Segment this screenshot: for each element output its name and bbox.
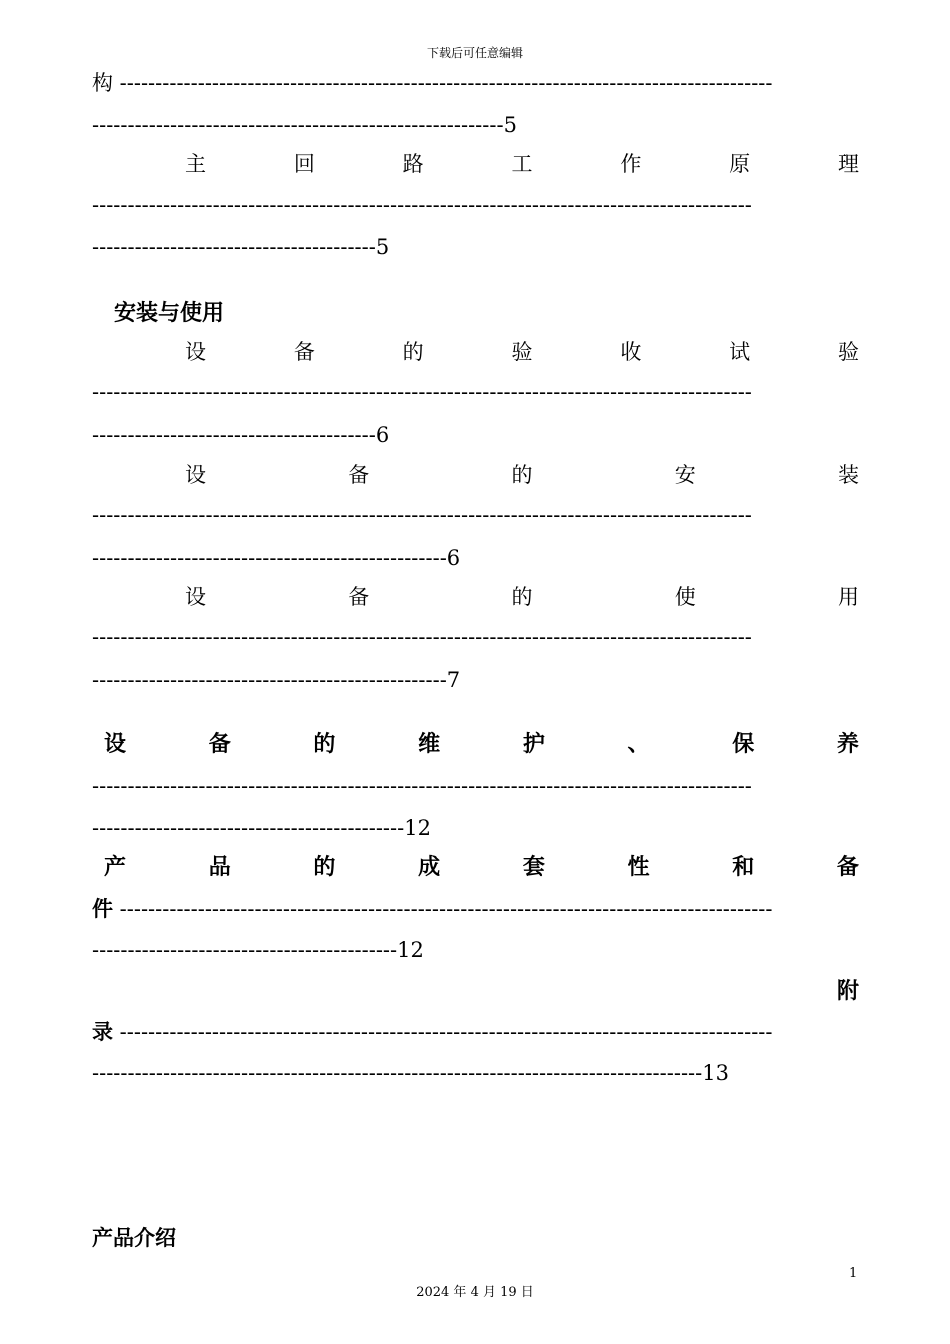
toc-char: 维 — [418, 731, 441, 757]
toc-entry-3-line3 — [92, 543, 460, 573]
toc-char: 备 — [348, 463, 370, 487]
toc-char: 设 — [185, 585, 206, 609]
toc-char: 安 — [674, 463, 696, 487]
toc-char: 、 — [627, 731, 650, 757]
toc-dash-leader: -------------------------------------------------- — [92, 668, 447, 692]
toc-entry-0-line2 — [92, 110, 517, 140]
toc-entry-3-page: 6 — [446, 546, 461, 570]
toc-dash-leader: -------------------------------------------------------------------------------------------- — [113, 1020, 773, 1044]
toc-char: 路 — [402, 152, 424, 176]
toc-dash-leader: ------------------------------------------- — [92, 938, 398, 962]
toc-char: 护 — [522, 731, 545, 757]
toc-dash-leader: -------------------------------------------------------------------------------------- — [92, 1061, 703, 1085]
page-footer-date: 2024 年 4 月 19 日 — [416, 1285, 534, 1300]
toc-entry-7-head: 录 — [92, 1019, 113, 1044]
toc-char: 产 — [104, 854, 127, 880]
toc-entry-3-title — [185, 460, 859, 490]
toc-dash-leader: -------------------------------------------------- — [92, 546, 447, 570]
toc-char: 备 — [208, 731, 231, 757]
toc-entry-1-title — [185, 149, 859, 179]
toc-char: 的 — [511, 463, 533, 487]
toc-char: 的 — [313, 854, 336, 880]
toc-entry-7-line2 — [92, 1017, 859, 1047]
toc-char: 的 — [402, 340, 424, 364]
toc-char: 和 — [732, 854, 755, 880]
toc-dash-leader: --------------------------------------------------------------------------------------------- — [92, 503, 752, 527]
toc-char: 原 — [729, 152, 751, 176]
toc-entry-2-page: 6 — [375, 423, 390, 447]
toc-entry-7-line3 — [92, 1058, 729, 1088]
toc-char: 验 — [837, 340, 859, 364]
toc-dash-leader: ---------------------------------------- — [92, 423, 376, 447]
toc-entry-4-page: 7 — [446, 668, 461, 692]
toc-entry-2-line3 — [92, 420, 389, 450]
toc-entry-1-line3 — [92, 232, 389, 262]
toc-dash-leader: --------------------------------------------------------------------------------------------- — [92, 193, 752, 217]
toc-char: 套 — [522, 854, 545, 880]
toc-entry-0-page: 5 — [503, 113, 517, 137]
toc-entry-7-lead: 附 — [836, 978, 859, 1004]
toc-char: 的 — [313, 731, 336, 757]
toc-char: 验 — [511, 340, 533, 364]
toc-char: 工 — [511, 152, 533, 176]
toc-char: 品 — [208, 854, 231, 880]
toc-char: 的 — [511, 585, 533, 609]
section-heading-install: 安装与使用 — [114, 300, 225, 326]
toc-dash-leader: -------------------------------------------------------------------------------------------- — [113, 71, 773, 95]
toc-char: 备 — [836, 854, 859, 880]
toc-char: 备 — [293, 340, 315, 364]
toc-char: 装 — [838, 463, 859, 487]
toc-dash-leader: --------------------------------------------------------------------------------------------- — [92, 774, 752, 798]
toc-dash-leader: -------------------------------------------------------------------------------------------- — [113, 897, 773, 921]
toc-entry-0-head: 构 — [92, 71, 113, 95]
toc-char: 试 — [729, 340, 751, 364]
toc-char: 养 — [836, 731, 859, 757]
toc-entry-5-page: 12 — [404, 816, 431, 840]
toc-dash-leader: --------------------------------------------------------------------------------------------- — [92, 380, 752, 404]
toc-entry-0-line1 — [92, 68, 859, 98]
toc-char: 作 — [620, 152, 642, 176]
toc-entry-7-page: 13 — [702, 1061, 729, 1085]
toc-entry-6-line2 — [92, 894, 859, 924]
toc-char: 设 — [185, 463, 206, 487]
toc-entry-6-line3 — [92, 935, 424, 965]
toc-char: 理 — [837, 152, 859, 176]
toc-entry-1-page: 5 — [375, 235, 390, 259]
page-header: 下载后可任意编辑 — [426, 46, 523, 60]
toc-char: 保 — [732, 731, 755, 757]
toc-dash-leader: ---------------------------------------------------------- — [92, 113, 504, 137]
page-number: 1 — [849, 1266, 858, 1281]
toc-dash-leader: --------------------------------------------------------------------------------------------- — [92, 625, 752, 649]
toc-char: 使 — [674, 585, 696, 609]
toc-entry-5-title — [104, 729, 859, 759]
toc-entry-2-title — [185, 337, 859, 367]
toc-entry-5-line3 — [92, 813, 431, 843]
toc-dash-leader: ---------------------------------------- — [92, 235, 376, 259]
toc-char: 性 — [627, 854, 650, 880]
toc-char: 用 — [838, 585, 859, 609]
toc-char: 回 — [293, 152, 315, 176]
toc-char: 成 — [418, 854, 441, 880]
toc-char: 收 — [620, 340, 642, 364]
toc-entry-6-head: 件 — [92, 896, 113, 921]
toc-entry-6-page: 12 — [397, 938, 424, 962]
toc-char: 主 — [185, 152, 206, 176]
toc-dash-leader: -------------------------------------------- — [92, 816, 405, 840]
section-heading-product-intro: 产品介绍 — [92, 1225, 176, 1250]
toc-entry-4-title — [185, 582, 859, 612]
toc-entry-6-title — [104, 852, 859, 882]
toc-char: 设 — [104, 731, 127, 757]
toc-entry-4-line3 — [92, 665, 460, 695]
toc-char: 设 — [185, 340, 206, 364]
toc-char: 备 — [348, 585, 370, 609]
